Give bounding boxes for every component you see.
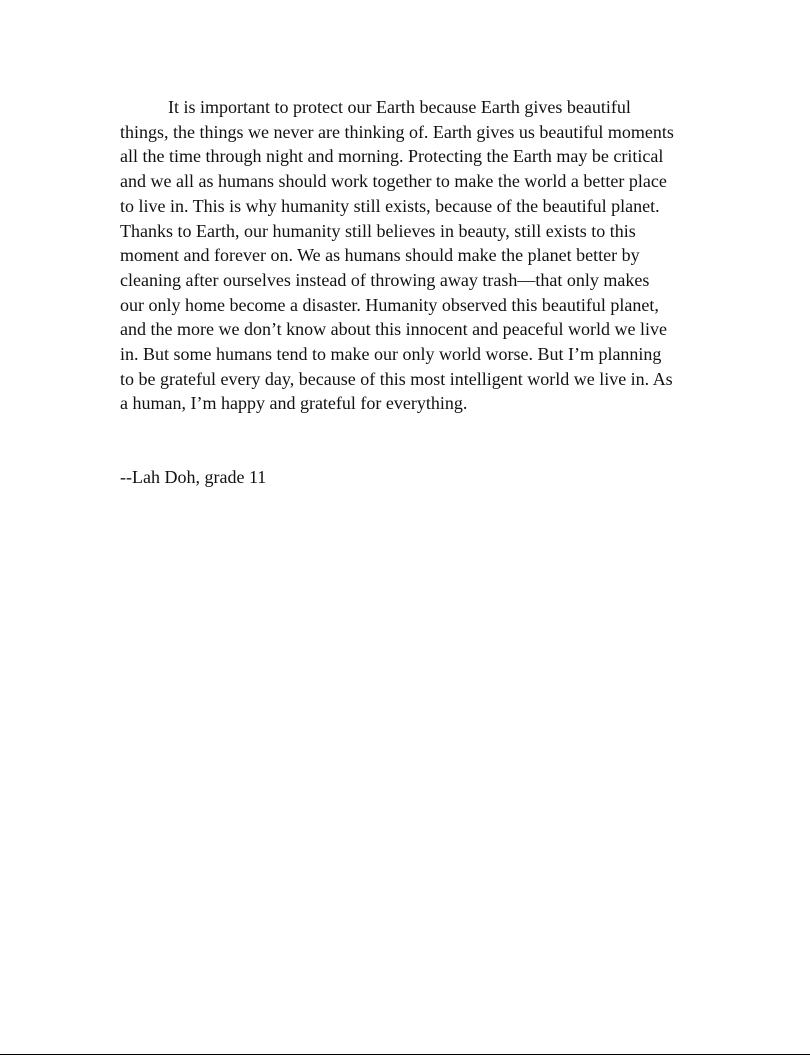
author-signature: --Lah Doh, grade 11 — [120, 467, 267, 487]
essay-line: cleaning after ourselves instead of throwing away trash—that only makes — [120, 269, 650, 290]
essay-line: a human, I’m happy and grateful for everything. — [120, 393, 468, 414]
essay-line: Thanks to Earth, our humanity still believes in beauty, still exists to this — [120, 220, 636, 241]
essay-line: and we all as humans should work together to make the world a better place — [120, 171, 667, 192]
essay-paragraph — [120, 95, 700, 416]
essay-line: and the more we don’t know about this innocent and peaceful world we live — [120, 319, 668, 340]
essay-line: to be grateful every day, because of this most intelligent world we live in. As — [120, 368, 673, 389]
essay-line: in. But some humans tend to make our only world worse. But I’m planning — [120, 344, 662, 365]
essay-line: all the time through night and morning. Protecting the Earth may be critical — [120, 146, 664, 167]
essay-line: things, the things we never are thinking of. Earth gives us beautiful moments — [120, 121, 674, 142]
essay-line: moment and forever on. We as humans should make the planet better by — [120, 245, 640, 266]
essay-line: It is important to protect our Earth because Earth gives beautiful — [168, 97, 631, 117]
essay-line: to live in. This is why humanity still exists, because of the beautiful planet. — [120, 195, 660, 216]
essay-line: our only home become a disaster. Humanity observed this beautiful planet, — [120, 294, 659, 315]
